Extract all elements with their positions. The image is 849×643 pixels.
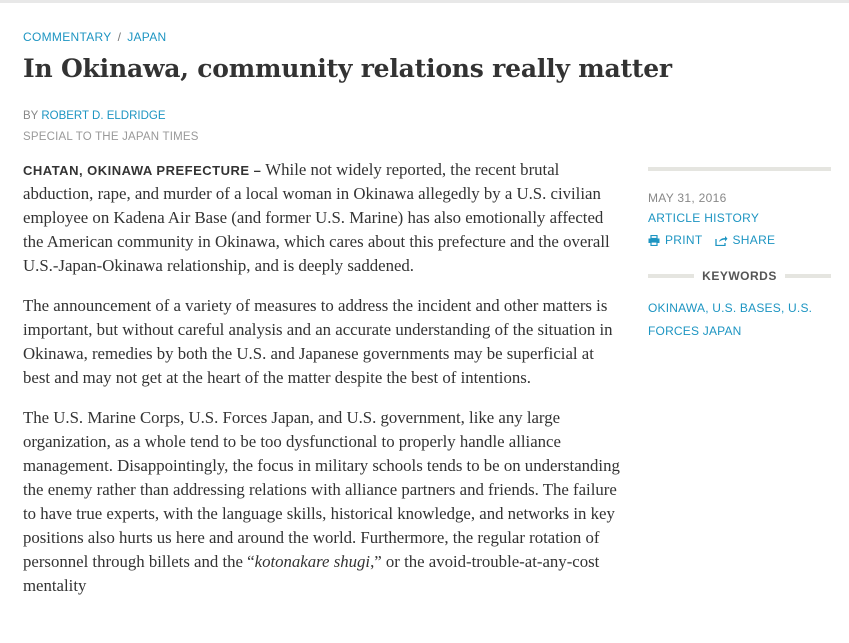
keywords-list: OKINAWA, U.S. BASES, U.S. FORCES JAPAN	[648, 301, 813, 338]
breadcrumb-section-link[interactable]: COMMENTARY	[23, 30, 112, 44]
article-paragraph	[23, 406, 623, 598]
keyword-link[interactable]: U.S. BASES	[712, 301, 781, 315]
special-note: SPECIAL TO THE JAPAN TIMES	[23, 131, 199, 143]
share-icon	[715, 235, 728, 246]
keyword-link[interactable]: OKINAWA	[648, 301, 706, 315]
share-button[interactable]	[715, 233, 776, 247]
article-paragraph	[23, 158, 623, 278]
breadcrumb-separator: /	[117, 30, 122, 44]
keywords-heading-text: KEYWORDS	[702, 269, 777, 283]
italic-term: kotonakare shugi	[254, 552, 371, 571]
paragraph-1-text: While not widely reported, the recent brutal abduction, rape, and murder of a local woman in Okinawa allegedly by a U.S. civilian employee on Kadena Air Base (and former U.S. Marine) has also emotionally affected the American community in Okinawa, which cares about this prefecture and the overall U.S.-Japan-Okinawa relationship, and is deeply saddened.	[23, 160, 610, 275]
paragraph-3-end: ,” or the avoid-trouble-at-any-cost mentality	[23, 552, 600, 595]
byline	[23, 110, 166, 122]
article-history-link[interactable]: ARTICLE HISTORY	[648, 211, 760, 225]
keywords-rule-right	[785, 274, 831, 278]
print-button[interactable]	[648, 233, 703, 247]
breadcrumb-topic-link[interactable]: JAPAN	[127, 30, 167, 44]
top-border	[0, 0, 849, 3]
printer-icon	[648, 235, 660, 246]
article-body	[23, 158, 623, 614]
byline-prefix: BY	[23, 110, 39, 122]
paragraph-3-text: The U.S. Marine Corps, U.S. Forces Japan, and U.S. government, like any large organization, as a whole tend to be too dysfunctional to properly handle alliance management. Disappointingly, the focus in military schools tends to be on understanding the enemy rather than addressing relations with alliance partners and friends. The failure to have true experts, with the language skills, historical knowledge, and networks in key positions also hurts us here and around the world. Furthermore, the regular rotation of personnel through billets and the “	[23, 408, 620, 571]
sidebar-divider	[648, 167, 831, 171]
article-headline: In Okinawa, community relations really matter	[23, 54, 672, 83]
article-actions	[648, 233, 787, 247]
author-link[interactable]: ROBERT D. ELDRIDGE	[41, 110, 166, 122]
publish-date: MAY 31, 2016	[648, 191, 727, 205]
article-paragraph: The announcement of a variety of measures to address the incident and other matters is important, but without careful analysis and an accurate understanding of the situation in Okinawa, remedies by both the U.S. and Japanese governments may be superficial at best and may not get at the heart of the matter despite the best of intentions.	[23, 296, 613, 387]
keywords-heading	[648, 269, 831, 285]
print-label: PRINT	[665, 233, 703, 247]
keyword-link[interactable]: U.S. FORCES JAPAN	[648, 301, 813, 338]
dateline: CHATAN, OKINAWA PREFECTURE –	[23, 163, 262, 178]
share-label: SHARE	[732, 233, 776, 247]
breadcrumb	[23, 30, 167, 44]
